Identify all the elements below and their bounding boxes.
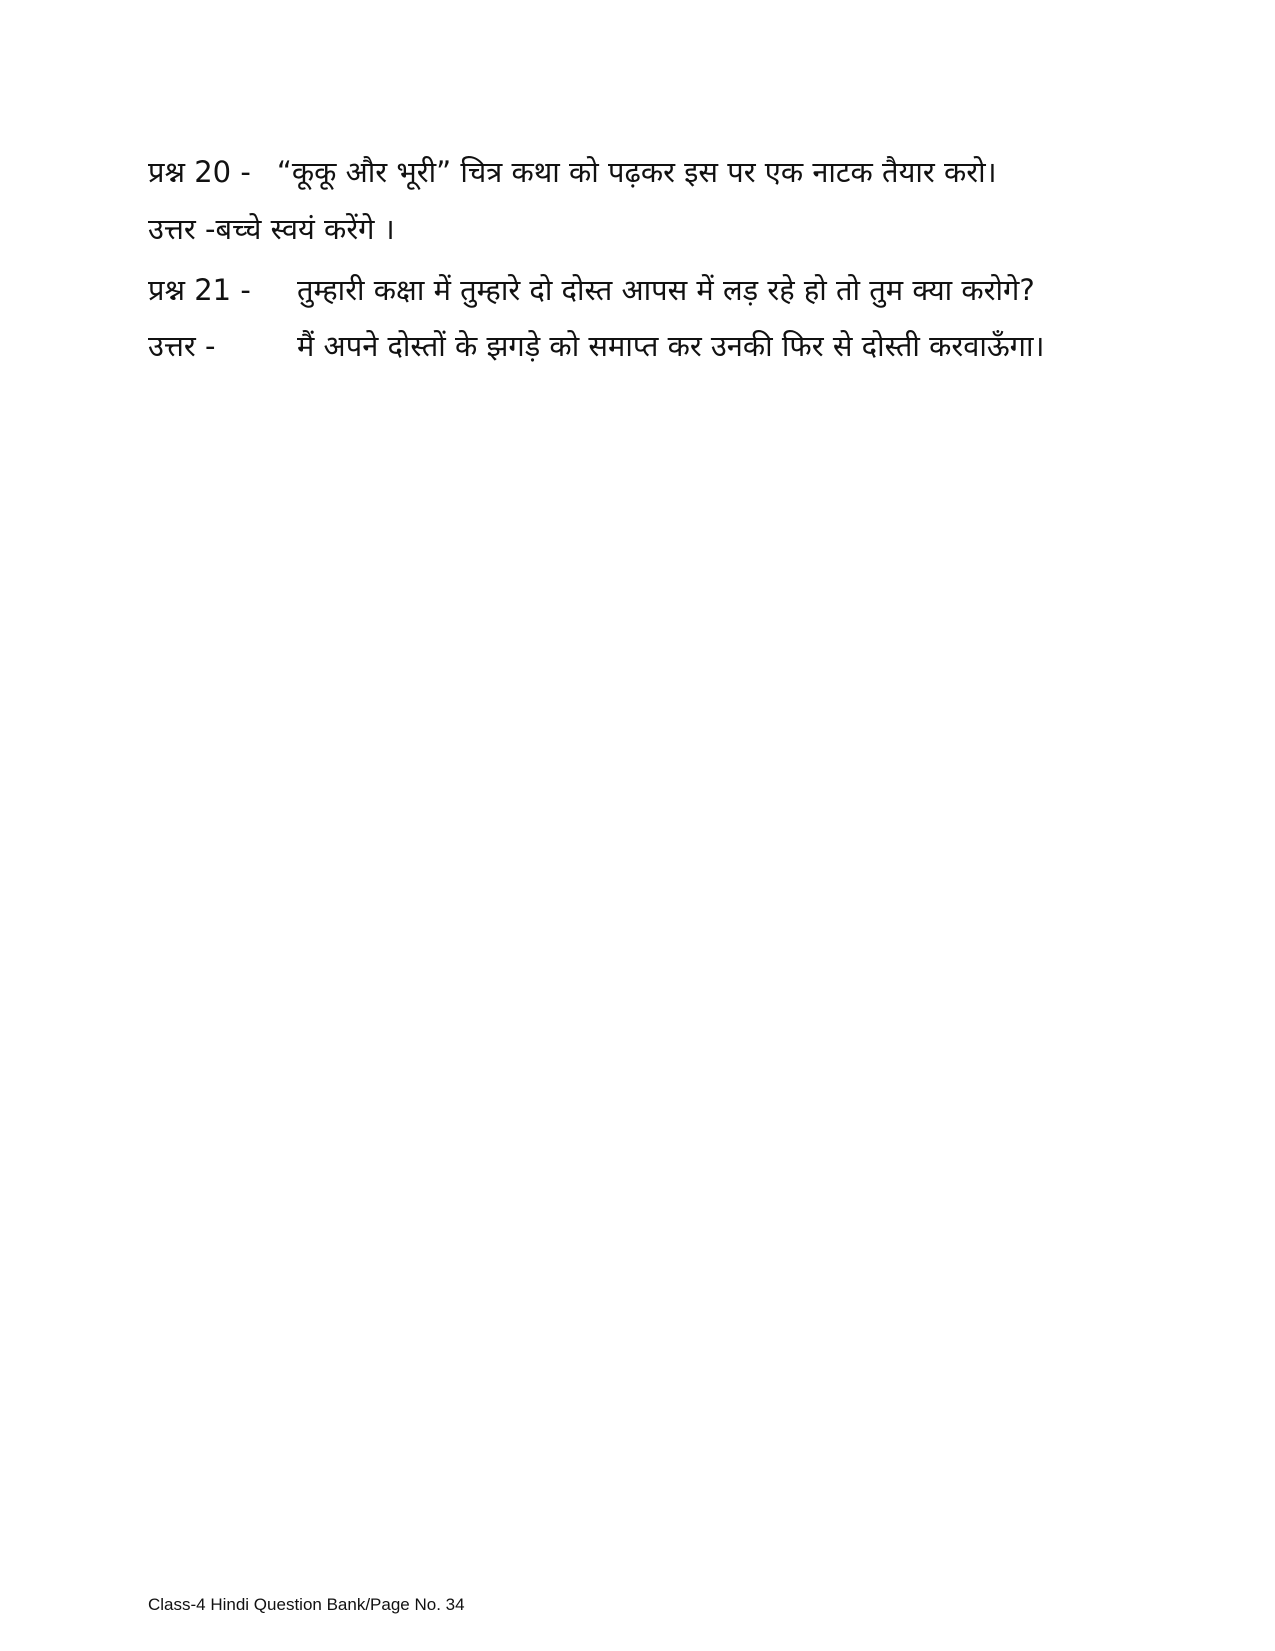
question-20-text: “कूकू और भूरी” चित्र कथा को पढ़कर इस पर एक नाटक तैयार करो। [276,155,997,189]
question-section [148,150,1124,374]
answer-20-text: उत्तर -बच्चे स्वयं करेंगे । [148,212,395,246]
question-20-label: प्रश्न 20 - [148,155,251,189]
answer-20 [148,207,1124,251]
question-21 [148,262,1124,318]
answer-21 [148,318,1124,374]
answer-21-label: उत्तर - [148,329,216,363]
question-21-text: तुम्हारी कक्षा में तुम्हारे दो दोस्त आपस में लड़ रहे हो तो तुम क्या करोगे? [297,273,1035,307]
question-21-label: प्रश्न 21 - [148,273,251,307]
answer-21-text: मैं अपने दोस्तों के झगड़े को समाप्त कर उनकी फिर से दोस्ती करवाऊँगा। [297,329,1045,363]
question-20 [148,150,1124,194]
page-footer: Class-4 Hindi Question Bank/Page No. 34 [148,1595,465,1614]
